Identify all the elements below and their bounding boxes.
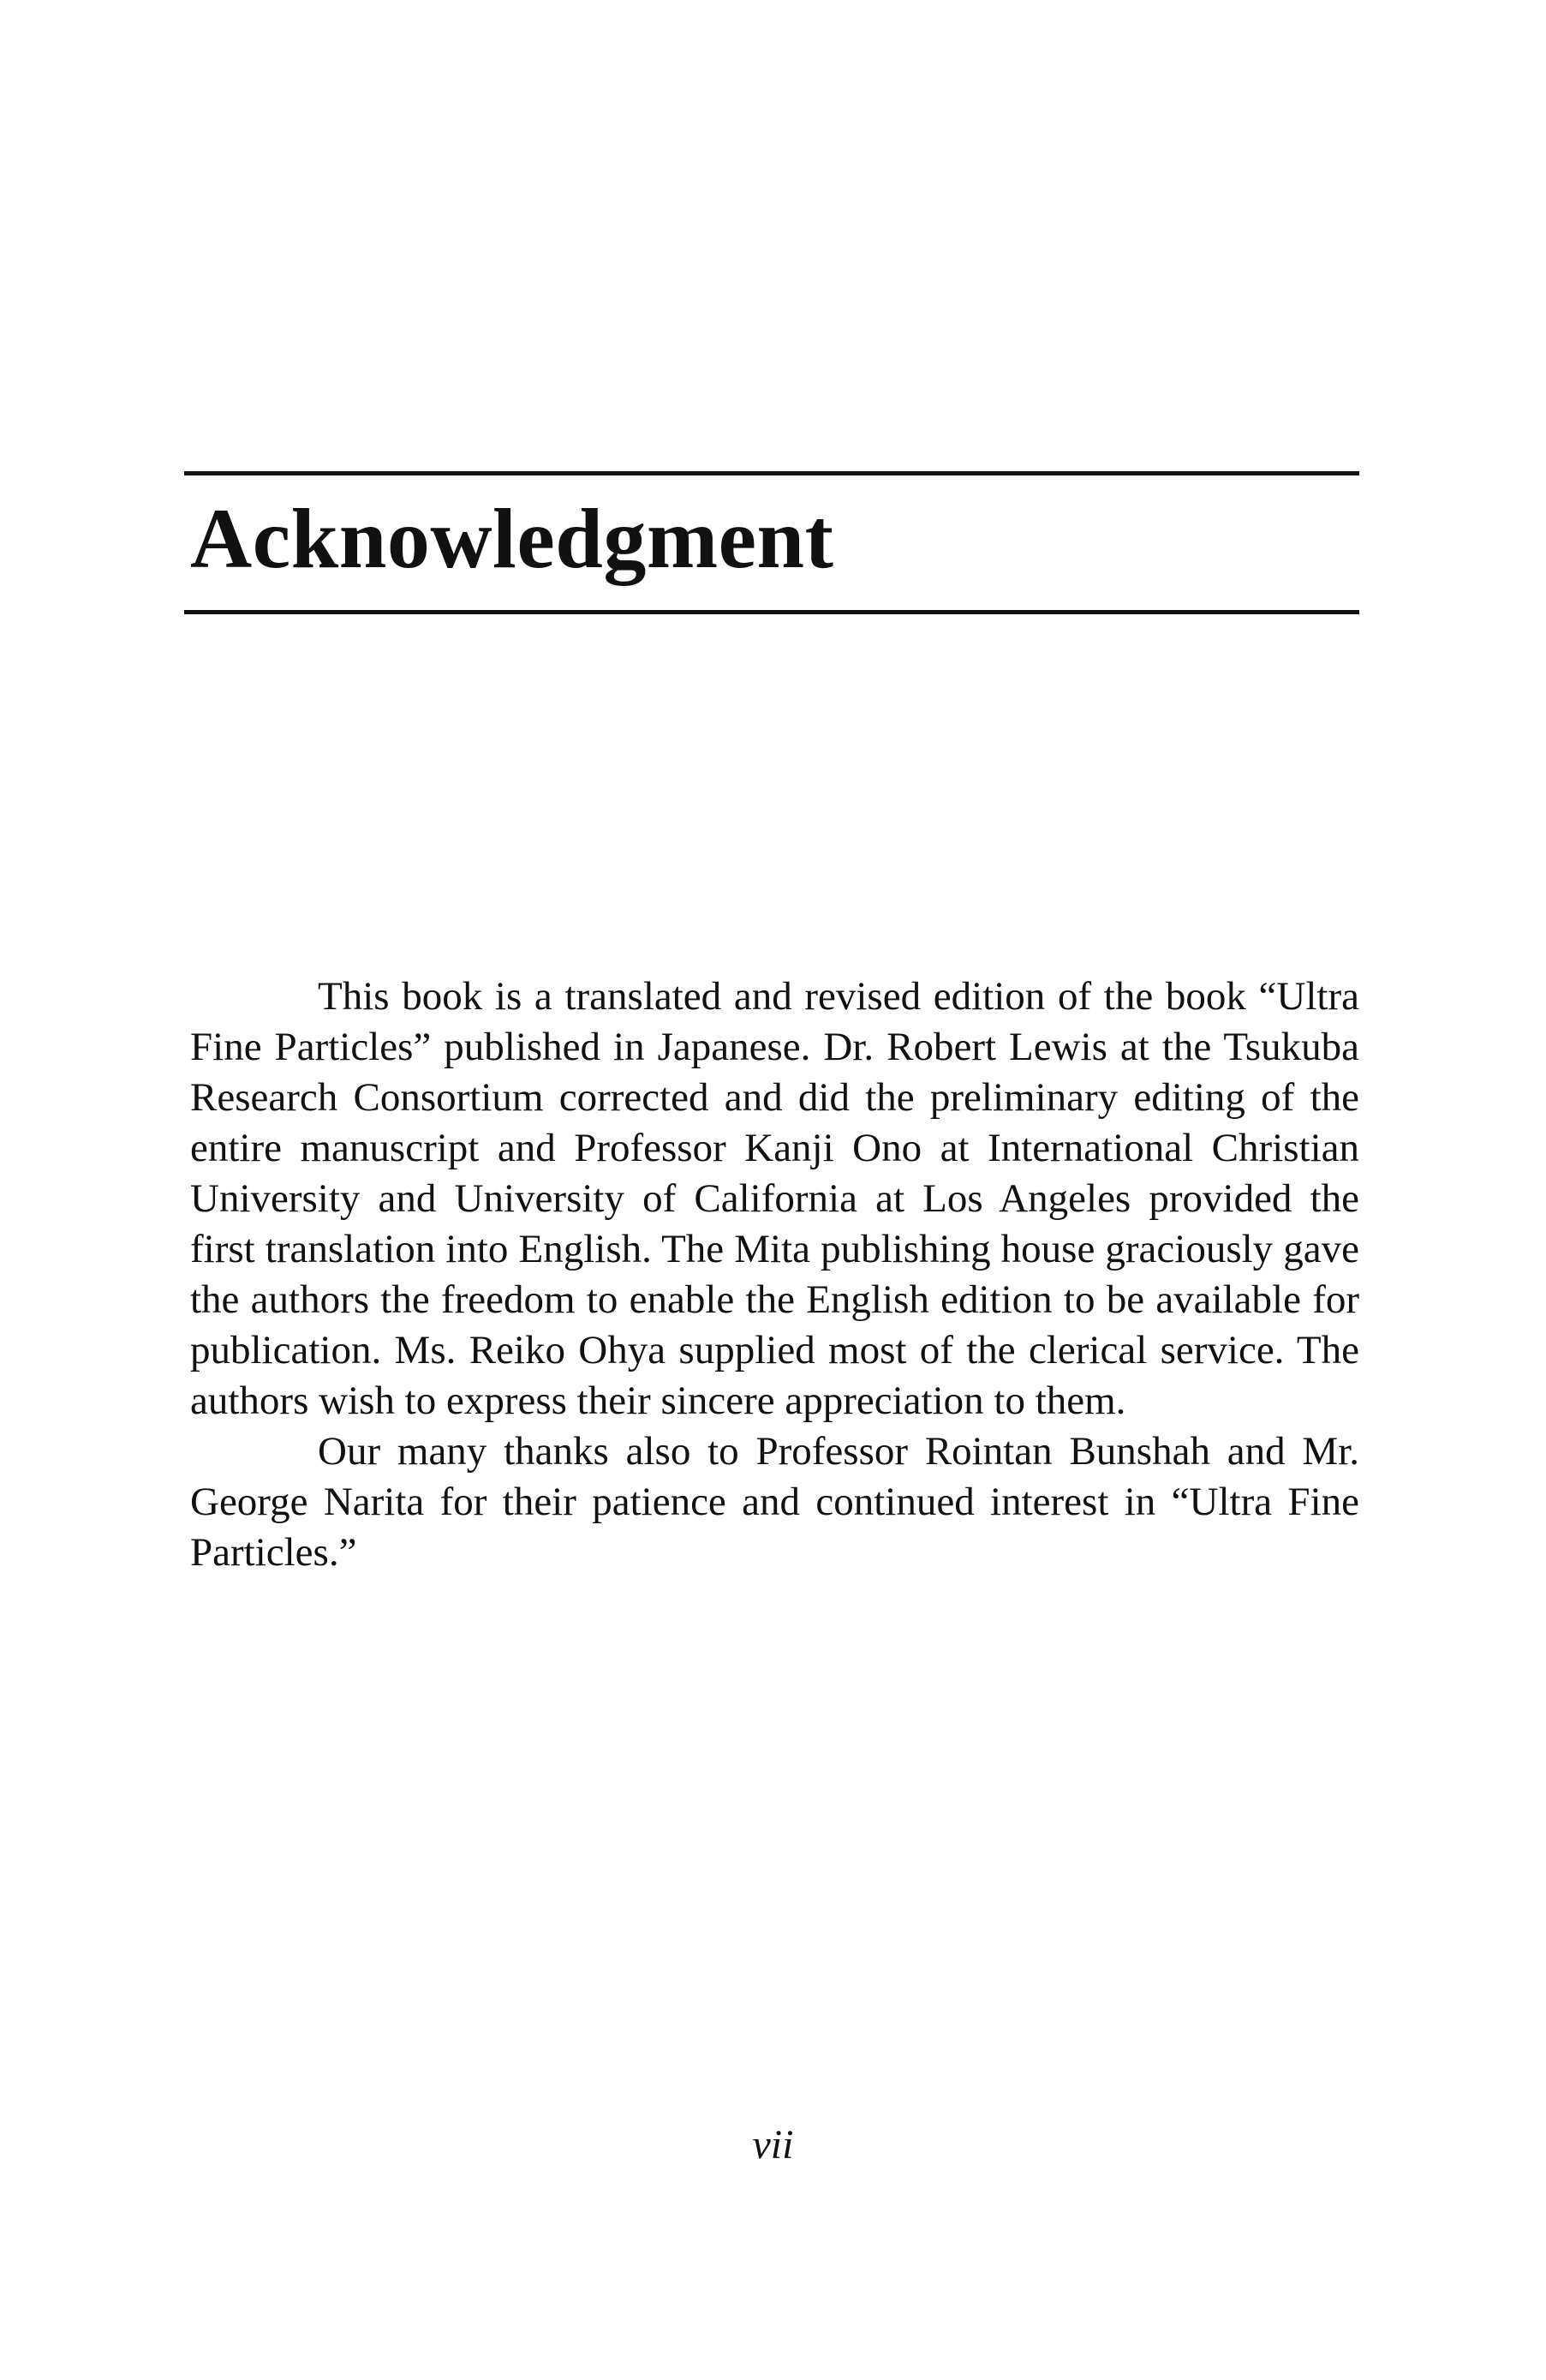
page-number: vii [752, 2122, 794, 2168]
paragraph-1: This book is a translated and revised edition of the book “Ultra Fine Particles” published in Japanese. Dr. Robert Lewis at the Tsukuba Research Consortium corrected and did the preliminary editing of the entire manuscript and Professor Kanji Ono at International Christian University and University of California at Los Angeles provided the first translation into English. The Mita publishing house graciously gave the authors the freedom to enable the English edition to be available for publication. Ms. Reiko Ohya supplied most of the clerical service. The authors wish to express their sincere appreciation to them. [190, 974, 1359, 1423]
paragraph-2: Our many thanks also to Professor Rointan Bunshah and Mr. George Narita for their patience and continued interest in “Ultra Fine Particles.” [190, 1429, 1359, 1575]
acknowledgment-body [190, 972, 1359, 1578]
chapter-title: Acknowledgment [190, 491, 834, 586]
title-bottom-rule [184, 610, 1359, 614]
